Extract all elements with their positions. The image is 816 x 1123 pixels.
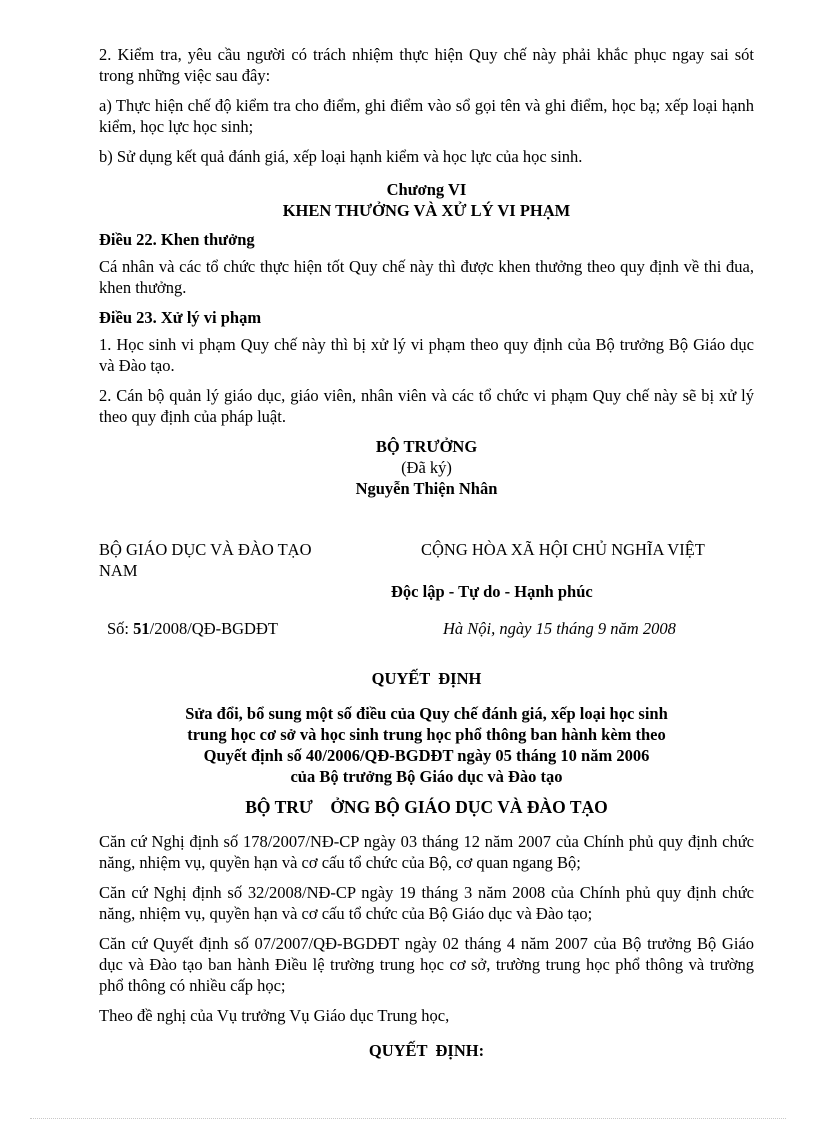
paragraph-inspection: 2. Kiểm tra, yêu cầu người có trách nhiệm thực hiện Quy chế này phải khắc phục ngay sai sót trong những việc sau đây: xyxy=(99,45,754,85)
document-number-value: 51 xyxy=(133,619,150,638)
decision-subtitle-line-4: của Bộ trưởng Bộ Giáo dục và Đào tạo xyxy=(290,767,563,786)
paragraph-item-b: b) Sử dụng kết quả đánh giá, xếp loại hạnh kiểm và học lực của học sinh. xyxy=(99,147,583,166)
signature-name: Nguyễn Thiện Nhân xyxy=(355,479,498,498)
signature-signed: (Đã ký) xyxy=(401,458,452,477)
chapter-heading xyxy=(99,179,754,221)
republic-continuation: NAM xyxy=(99,561,138,580)
ministry-name xyxy=(99,539,359,581)
chapter-number: Chương VI xyxy=(386,180,467,199)
decision-subtitle-line-2: trung học cơ sở và học sinh trung học phổ thông ban hành kèm theo xyxy=(187,725,666,744)
article-23-heading: Điều 23. Xử lý vi phạm xyxy=(99,308,262,327)
document-header xyxy=(99,539,754,583)
document-number-prefix: Số: xyxy=(107,619,134,638)
decision-title: QUYẾT ĐỊNH xyxy=(371,669,482,688)
decision-authority: BỘ TRƯ ỞNG BỘ GIÁO DỤC VÀ ĐÀO TẠO xyxy=(245,797,608,817)
chapter-title: KHEN THƯỞNG VÀ XỬ LÝ VI PHẠM xyxy=(282,201,571,220)
national-motto: Độc lập - Tự do - Hạnh phúc xyxy=(391,582,593,601)
decision-subtitle xyxy=(99,703,754,787)
legal-basis-1: Căn cứ Nghị định số 178/2007/NĐ-CP ngày 03 tháng 12 năm 2007 của Chính phủ quy định chức năng, nhiệm vụ, quyền hạn và cơ cấu tổ chức của Bộ, cơ quan ngang Bộ; xyxy=(99,832,754,872)
ministry-label: BỘ GIÁO DỤC VÀ ĐÀO TẠO xyxy=(99,540,312,559)
article-23-item-1: 1. Học sinh vi phạm Quy chế này thì bị xử lý vi phạm theo quy định của Bộ trưởng Bộ Giáo dục và Đào tạo. xyxy=(99,335,754,375)
legal-basis-proposal: Theo đề nghị của Vụ trưởng Vụ Giáo dục Trung học, xyxy=(99,1006,450,1025)
decision-subtitle-line-1: Sửa đổi, bổ sung một số điều của Quy chế đánh giá, xếp loại học sinh xyxy=(185,704,668,723)
article-23-item-2: 2. Cán bộ quản lý giáo dục, giáo viên, nhân viên và các tổ chức vi phạm Quy chế này sẽ bị xử lý theo quy định của pháp luật. xyxy=(99,386,754,426)
legal-basis-2: Căn cứ Nghị định số 32/2008/NĐ-CP ngày 19 tháng 3 năm 2008 của Chính phủ quy định chức năng, nhiệm vụ, quyền hạn và cơ cấu tổ chức của Bộ Giáo dục và Đào tạo; xyxy=(99,883,754,923)
page-divider xyxy=(30,1118,786,1119)
legal-basis-3: Căn cứ Quyết định số 07/2007/QĐ-BGDĐT ngày 02 tháng 4 năm 2007 của Bộ trưởng Bộ Giáo dục và Đào tạo ban hành Điều lệ trường trung học cơ sở, trường trung học phổ thông và trường phổ thông có nhiều cấp học; xyxy=(99,934,754,995)
document-number-row xyxy=(99,618,754,640)
document-page xyxy=(99,44,754,1061)
document-number-suffix: /2008/QĐ-BGDĐT xyxy=(149,619,278,638)
article-22-text: Cá nhân và các tổ chức thực hiện tốt Quy chế này thì được khen thưởng theo quy định về thi đua, khen thưởng. xyxy=(99,257,754,297)
signature-block xyxy=(99,436,754,499)
decide-heading: QUYẾT ĐỊNH: xyxy=(368,1041,485,1060)
decision-subtitle-line-3: Quyết định số 40/2006/QĐ-BGDĐT ngày 05 tháng 10 năm 2006 xyxy=(203,746,650,765)
article-22-heading: Điều 22. Khen thưởng xyxy=(99,230,255,249)
document-number xyxy=(107,618,278,639)
republic-name: CỘNG HÒA XÃ HỘI CHỦ NGHĨA VIỆT xyxy=(421,540,705,559)
paragraph-item-a: a) Thực hiện chế độ kiểm tra cho điểm, ghi điểm vào sổ gọi tên và ghi điểm, học bạ; xếp loại hạnh kiểm, học lực học sinh; xyxy=(99,96,754,136)
signature-title: BỘ TRƯỞNG xyxy=(375,437,478,456)
document-date: Hà Nội, ngày 15 tháng 9 năm 2008 xyxy=(443,619,676,638)
